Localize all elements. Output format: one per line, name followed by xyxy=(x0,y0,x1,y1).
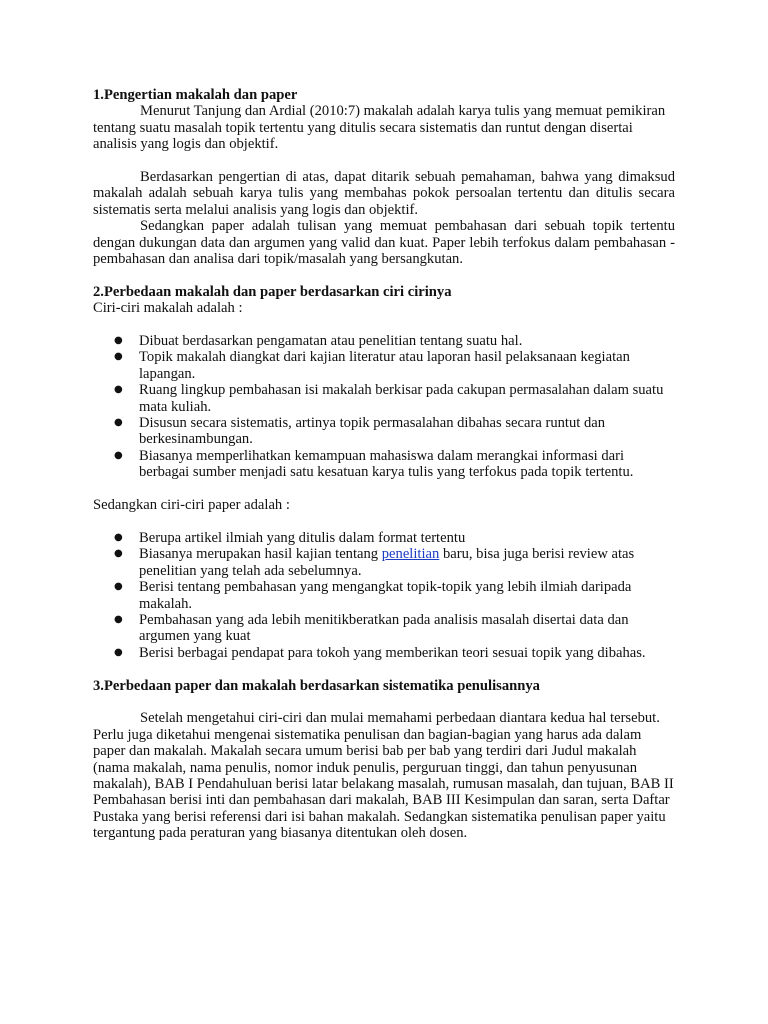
list-item: ● Berisi tentang pembahasan yang mengangkat topik-topik yang lebih ilmiah daripada makalah. xyxy=(114,579,632,612)
bullet-icon: ● xyxy=(114,531,123,543)
bullet-icon: ● xyxy=(114,548,123,560)
section3-paragraph: Setelah mengetahui ciri-ciri dan mulai memahami perbedaan diantara kedua hal tersebut. Perlu juga diketahui mengenai sistematika penulisan dan bagian-bagian yang harus ada dalam paper dan makalah. Makalah secara umum berisi bab per bab yang terdiri dari Judul makalah (nama makalah, nama penulis, nomor induk penulis, perguruan tinggi, dan tahun penyusunan makalah), BAB I Pendahuluan berisi latar belakang masalah, rumusan masalah, dan tujuan, BAB II Pembahasan berisi inti dan pembahasan dari makalah, BAB III Kesimpulan dan saran, serta Daftar Pustaka yang berisi referensi dari isi bahan makalah. Sedangkan sistematika penulisan paper yaitu tergantung pada peraturan yang biasanya ditentukan oleh dosen. xyxy=(93,710,674,842)
list-item: ● Topik makalah diangkat dari kajian literatur atau laporan hasil pelaksanaan kegiatan lapangan. xyxy=(114,349,630,382)
bullet-icon: ● xyxy=(114,613,123,625)
section1-paragraph-1: Menurut Tanjung dan Ardial (2010:7) makalah adalah karya tulis yang memuat pemikiran tentang suatu masalah topik tertentu yang ditulis secara sistematis dan runtut dengan disertai analisis yang logis dan objektif. xyxy=(93,103,666,153)
bullet-icon: ● xyxy=(114,646,123,658)
list-item: ● Berupa artikel ilmiah yang ditulis dalam format tertentu xyxy=(114,529,466,546)
bullet-icon: ● xyxy=(114,581,123,593)
section1-paragraph-3: Sedangkan paper adalah tulisan yang memuat pembahasan dari sebuah topik tertentu dengan dukungan data dan argumen yang valid dan kuat. Paper lebih terfokus dalam pembahasan - pembahasan dan analisa dari topik/masalah yang bersangkutan. xyxy=(93,218,675,268)
makalah-list-intro: Ciri-ciri makalah adalah : xyxy=(93,300,243,317)
makalah-characteristics-list xyxy=(93,333,675,481)
section2-heading: 2.Perbedaan makalah dan paper berdasarkan ciri cirinya xyxy=(93,283,452,300)
bullet-icon: ● xyxy=(114,449,123,461)
section3-heading: 3.Perbedaan paper dan makalah berdasarkan sistematika penulisannya xyxy=(93,677,540,694)
document-content xyxy=(93,87,675,842)
paper-characteristics-list xyxy=(93,530,675,661)
list-item: ● Dibuat berdasarkan pengamatan atau penelitian tentang suatu hal. xyxy=(114,333,523,350)
list-item: ● Biasanya merupakan hasil kajian tentang penelitian baru, bisa juga berisi review atas penelitian yang telah ada sebelumnya. xyxy=(114,546,635,579)
bullet-icon: ● xyxy=(114,417,123,429)
list-item: ● Biasanya memperlihatkan kemampuan mahasiswa dalam merangkai informasi dari berbagai sumber menjadi satu kesatuan karya tulis yang terfokus pada topik tertentu. xyxy=(114,447,634,481)
list-item: ● Berisi berbagai pendapat para tokoh yang memberikan teori sesuai topik yang dibahas. xyxy=(114,644,646,661)
paper-list-intro: Sedangkan ciri-ciri paper adalah : xyxy=(93,497,290,514)
section1-heading: 1.Pengertian makalah dan paper xyxy=(93,87,298,103)
list-item: ● Ruang lingkup pembahasan isi makalah berkisar pada cakupan permasalahan dalam suatu mata kuliah. xyxy=(114,382,664,415)
bullet-icon: ● xyxy=(114,351,123,363)
list-item: ● Pembahasan yang ada lebih menitikberatkan pada analisis masalah disertai data dan argumen yang kuat xyxy=(114,611,629,645)
bullet-icon: ● xyxy=(114,384,123,396)
section1-paragraph-2: Berdasarkan pengertian di atas, dapat ditarik sebuah pemahaman, bahwa yang dimaksud makalah adalah sebuah karya tulis yang membahas pokok persoalan tertentu dan ditulis secara sistematis serta melalui analisis yang logis dan objektif. xyxy=(93,169,675,218)
penelitian-link[interactable]: penelitian xyxy=(381,546,440,563)
bullet-icon: ● xyxy=(114,335,123,347)
list-item: ● Disusun secara sistematis, artinya topik permasalahan dibahas secara runtut dan berkesinambungan. xyxy=(114,415,606,448)
